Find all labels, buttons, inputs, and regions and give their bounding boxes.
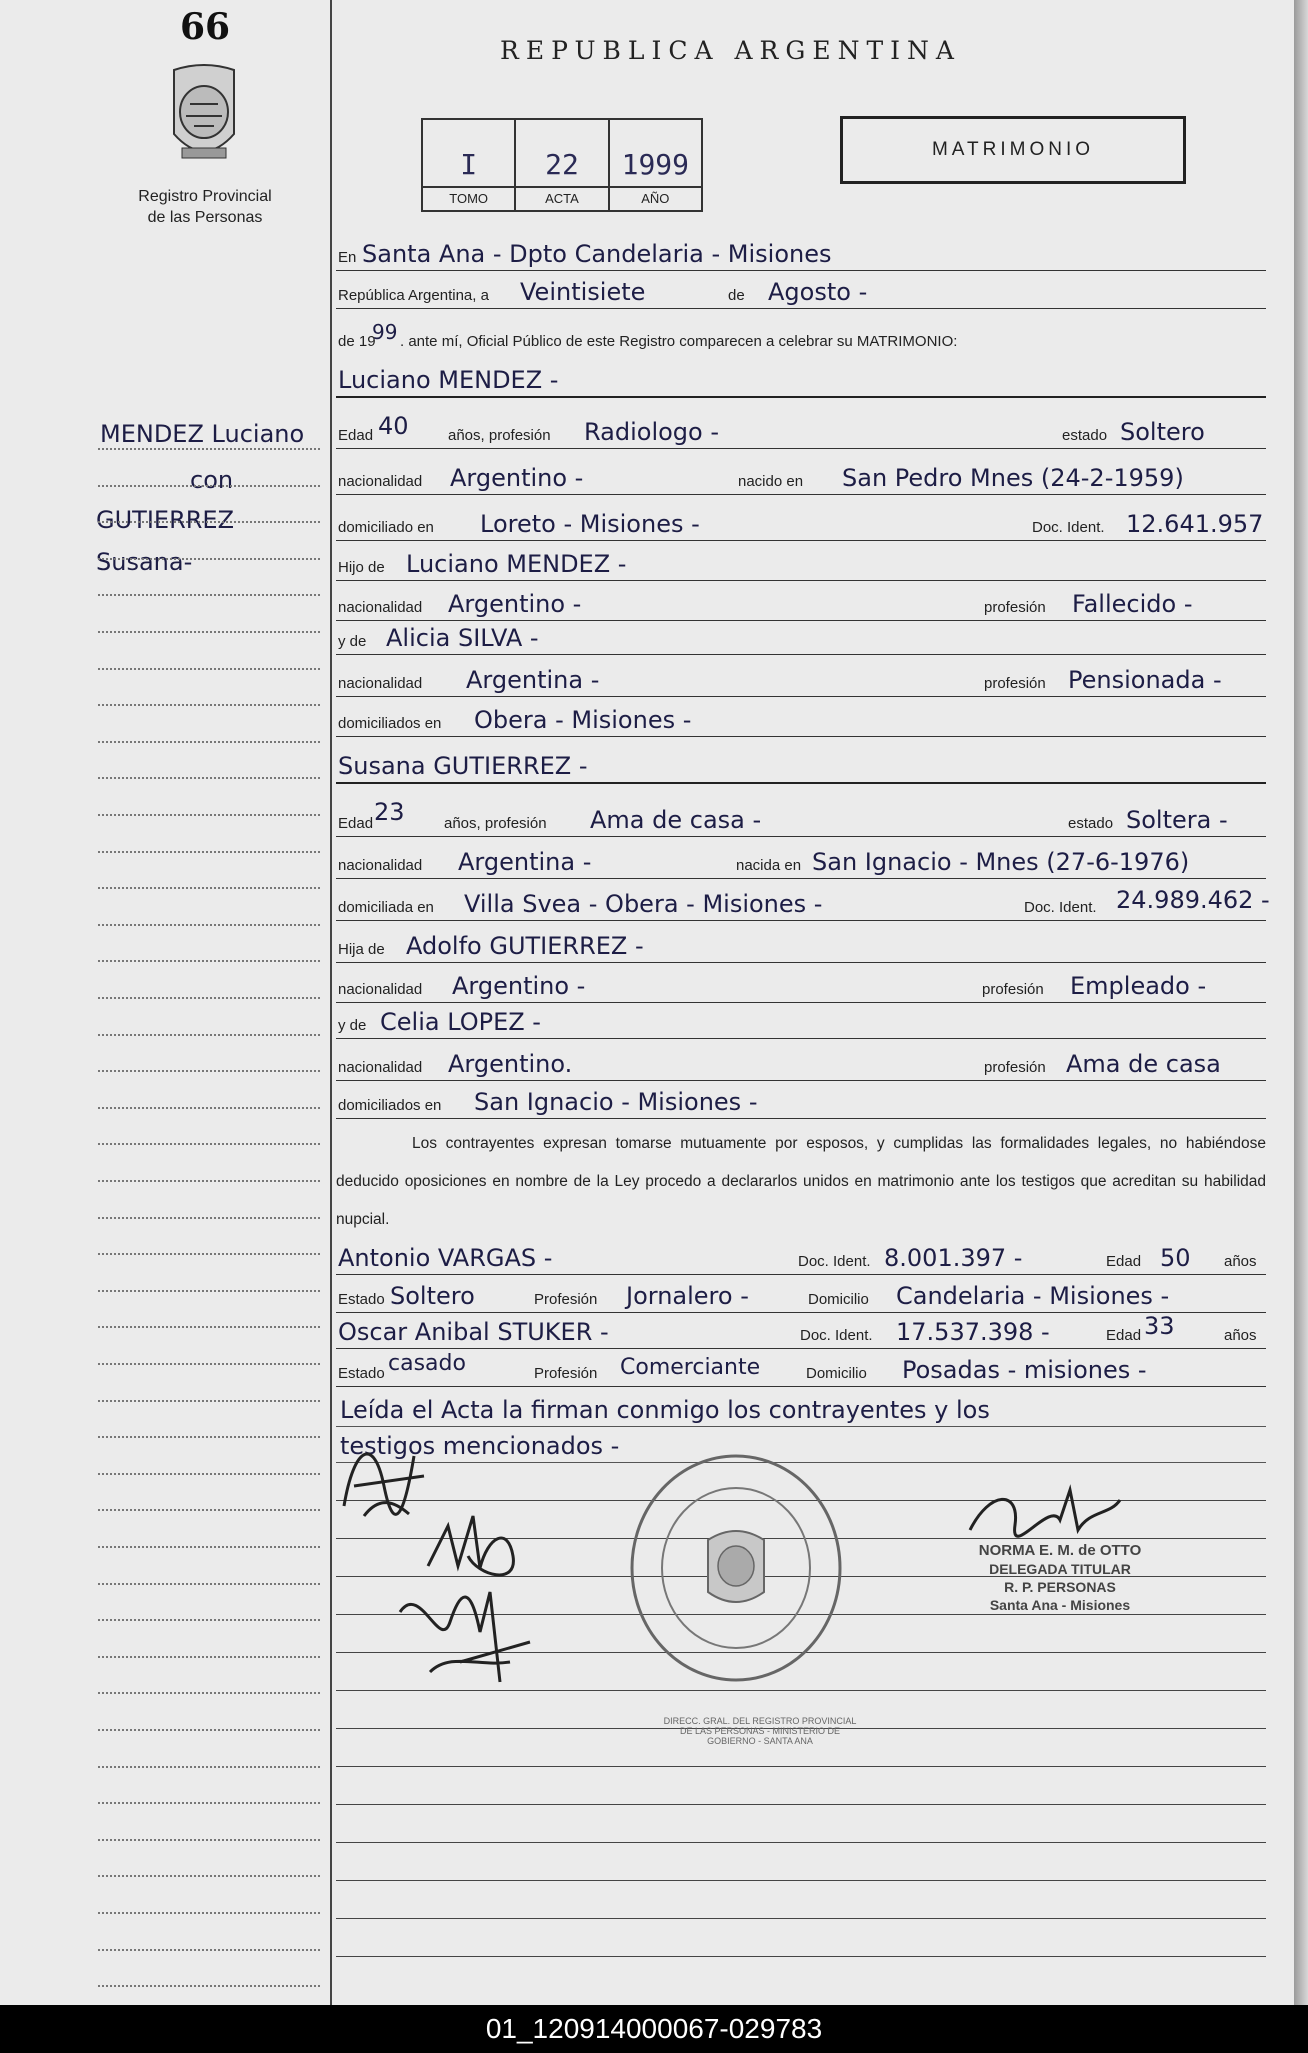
- republica-label: República Argentina, a: [338, 287, 489, 304]
- witness-1-edad-label: Edad: [1106, 1253, 1142, 1270]
- margin-dotted-line: [98, 1583, 320, 1585]
- margin-dotted-line: [98, 1692, 320, 1694]
- closing-text-1: Leída el Acta la firman conmigo los contrayentes y los: [340, 1396, 990, 1424]
- groom-father-profession: Fallecido -: [1072, 590, 1193, 618]
- official-signature-icon: [960, 1480, 1130, 1550]
- blank-ruled-line: [336, 1918, 1266, 1919]
- bride-domicile: Villa Svea - Obera - Misiones -: [464, 890, 823, 918]
- groom-domicilio-label: domiciliado en: [338, 519, 434, 536]
- registry-name: [120, 186, 290, 228]
- groom-father-nat-label: nacionalidad: [338, 599, 423, 616]
- margin-dotted-line: [98, 997, 320, 999]
- margin-dotted-line: [98, 594, 320, 596]
- groom-mother-nationality: Argentina -: [466, 666, 600, 694]
- margin-note-line-3: GUTIERREZ: [96, 506, 235, 534]
- witness-2-domicilio-label: Domicilio: [806, 1365, 867, 1382]
- witness-1-anos-label: años: [1224, 1253, 1257, 1270]
- ante-text: . ante mí, Oficial Público de este Registro comparecen a celebrar su MATRIMONIO:: [400, 333, 958, 350]
- margin-dotted-line: [98, 631, 320, 633]
- row-place: [336, 234, 1266, 271]
- groom-nacionalidad-label: nacionalidad: [338, 473, 423, 490]
- signature-3-icon: [390, 1572, 540, 1692]
- margin-dotted-line: [98, 960, 320, 962]
- bride-profession: Ama de casa -: [590, 806, 762, 834]
- margin-dotted-line: [98, 777, 320, 779]
- margin-dotted-line: [98, 448, 320, 450]
- de-label: de: [728, 287, 745, 304]
- bride-nacionalidad-label: nacionalidad: [338, 857, 423, 874]
- month-value: Agosto -: [768, 278, 868, 306]
- margin-dotted-line: [98, 1107, 320, 1109]
- row-bride-mother-info: [336, 1044, 1266, 1081]
- row-witness-2: [336, 1312, 1266, 1349]
- witness-2-profession: Comerciante: [620, 1355, 761, 1380]
- groom-nacido-label: nacido en: [738, 473, 804, 490]
- bride-name: Susana GUTIERREZ -: [338, 752, 588, 780]
- bride-doc-label: Doc. Ident.: [1024, 899, 1097, 916]
- groom-estado-label: estado: [1062, 427, 1108, 444]
- witness-1-profession: Jornalero -: [626, 1282, 749, 1310]
- acta-label: ACTA: [516, 186, 607, 210]
- margin-dotted-line: [98, 1070, 320, 1072]
- margin-dotted-line: [98, 814, 320, 816]
- declaration-text: Los contrayentes expresan tomarse mutuamente por esposos, y cumplidas las formalidades legales, no habiéndose deducido oposiciones en nombre de la Ley procedo a declararlos unidos en matrimonio ante los testigos que acreditan su habilidad nupcial.: [336, 1135, 1266, 1228]
- groom-mother-nat-label: nacionalidad: [338, 675, 423, 692]
- row-date: [336, 272, 1266, 309]
- margin-dotted-line: [98, 1875, 320, 1877]
- groom-doc-label: Doc. Ident.: [1032, 519, 1105, 536]
- row-witness-1-details: [336, 1276, 1266, 1313]
- margin-dotted-line: [98, 558, 320, 560]
- groom-mother-prof-label: profesión: [984, 675, 1046, 692]
- bride-mother-nat-label: nacionalidad: [338, 1059, 423, 1076]
- bride-father-profession: Empleado -: [1070, 972, 1207, 1000]
- margin-dotted-line: [98, 1949, 320, 1951]
- record-type-box: MATRIMONIO: [840, 116, 1186, 184]
- witness-1-doc: 8.001.397 -: [884, 1244, 1023, 1272]
- margin-dotted-line: [98, 1546, 320, 1548]
- closing-line-1: [336, 1390, 1266, 1427]
- witness-2-name: Oscar Anibal STUKER -: [338, 1318, 609, 1346]
- witness-1-estado-label: Estado: [338, 1291, 385, 1308]
- witness-2-domicile: Posadas - misiones -: [902, 1356, 1147, 1384]
- bride-mother: Celia LOPEZ -: [380, 1008, 541, 1036]
- witness-2-profesion-label: Profesión: [534, 1365, 598, 1382]
- official-name: NORMA E. M. de OTTO: [978, 1542, 1142, 1559]
- blank-ruled-line: [336, 1880, 1266, 1881]
- groom-estado: Soltero: [1120, 418, 1205, 446]
- day-value: Veintisiete: [520, 278, 646, 306]
- margin-dotted-line: [98, 1034, 320, 1036]
- bride-mother-nationality: Argentino.: [448, 1050, 573, 1078]
- row-bride-parents-domicile: [336, 1082, 1266, 1119]
- margin-dotted-line: [98, 851, 320, 853]
- row-bride-age: [336, 800, 1266, 837]
- witness-2-edad-label: Edad: [1106, 1327, 1142, 1344]
- bride-mother-profession: Ama de casa: [1066, 1050, 1221, 1078]
- row-groom-domicile: [336, 504, 1266, 541]
- country-title: REPUBLICA ARGENTINA: [500, 36, 961, 65]
- bride-doc: 24.989.462 -: [1116, 886, 1270, 914]
- row-groom-parents-domicile: [336, 700, 1266, 737]
- margin-dotted-line: [98, 704, 320, 706]
- groom-birthplace: San Pedro Mnes (24-2-1959): [842, 464, 1184, 492]
- bride-nationality: Argentina -: [458, 848, 592, 876]
- registry-stamp-icon: [628, 1452, 844, 1684]
- province-seal-icon: [168, 64, 240, 166]
- bride-y-de-label: y de: [338, 1017, 367, 1034]
- witness-2-anos-label: años: [1224, 1327, 1257, 1344]
- bride-nacida-label: nacida en: [736, 857, 802, 874]
- groom-nationality: Argentino -: [450, 464, 584, 492]
- bride-hija-label: Hija de: [338, 941, 385, 958]
- row-year: [338, 318, 1278, 354]
- margin-dotted-line: [98, 1509, 320, 1511]
- anio-label: AÑO: [610, 186, 701, 210]
- bride-parents-dom-label: domiciliados en: [338, 1097, 442, 1114]
- row-bride-nationality: [336, 842, 1266, 879]
- groom-domicile: Loreto - Misiones -: [480, 510, 700, 538]
- bride-parents-domicile: San Ignacio - Misiones -: [474, 1088, 758, 1116]
- margin-dotted-line: [98, 521, 320, 523]
- margin-dotted-line: [98, 1912, 320, 1914]
- margin-dotted-line: [98, 1802, 320, 1804]
- margin-note-line-1: MENDEZ Luciano: [100, 420, 305, 448]
- groom-father: Luciano MENDEZ -: [406, 550, 627, 578]
- groom-parents-domicile: Obera - Misiones -: [474, 706, 692, 734]
- margin-dotted-line: [98, 485, 320, 487]
- margin-dotted-line: [98, 1619, 320, 1621]
- bride-age: 23: [374, 798, 405, 826]
- row-groom-age: [336, 412, 1266, 449]
- bride-father-nat-label: nacionalidad: [338, 981, 423, 998]
- page-number: 66: [180, 6, 231, 48]
- witness-1-estado: Soltero: [390, 1282, 475, 1310]
- blank-ruled-line: [336, 1842, 1266, 1843]
- witness-2-doc: 17.537.398 -: [896, 1318, 1050, 1346]
- margin-divider: [330, 0, 332, 2005]
- groom-mother-profession: Pensionada -: [1068, 666, 1222, 694]
- record-index-box: [421, 118, 703, 212]
- margin-dotted-line: [98, 1143, 320, 1145]
- groom-age: 40: [378, 412, 409, 440]
- bride-father: Adolfo GUTIERREZ -: [406, 932, 644, 960]
- anio-value: 1999: [621, 148, 690, 181]
- bride-birthplace: San Ignacio - Mnes (27-6-1976): [812, 848, 1190, 876]
- row-groom-mother-info: [336, 660, 1266, 697]
- book-spine: [1294, 0, 1308, 2005]
- witness-1-age: 50: [1160, 1244, 1191, 1272]
- row-bride-mother: [336, 1002, 1266, 1039]
- row-groom-mother: [336, 618, 1266, 655]
- margin-dotted-line: [98, 1656, 320, 1658]
- row-groom-name: [336, 360, 1266, 398]
- official-location: Santa Ana - Misiones: [989, 1597, 1131, 1613]
- witness-2-estado: casado: [388, 1351, 466, 1376]
- witness-1-domicilio-label: Domicilio: [808, 1291, 869, 1308]
- witness-1-doc-label: Doc. Ident.: [798, 1253, 871, 1270]
- blank-ruled-line: [336, 1804, 1266, 1805]
- bride-estado-label: estado: [1068, 815, 1114, 832]
- bride-father-prof-label: profesión: [982, 981, 1044, 998]
- tomo-value: I: [460, 148, 478, 181]
- groom-father-prof-label: profesión: [984, 599, 1046, 616]
- row-bride-father: [336, 926, 1266, 963]
- registry-line-1: Registro Provincial: [138, 188, 272, 205]
- margin-dotted-line: [98, 1729, 320, 1731]
- groom-edad-label: Edad: [338, 427, 374, 444]
- margin-dotted-line: [98, 1436, 320, 1438]
- anio-cell: [608, 120, 701, 210]
- witness-2-estado-label: Estado: [338, 1365, 385, 1382]
- stamp-text: DIRECC. GRAL. DEL REGISTRO PROVINCIAL DE LAS PERSONAS - MINISTERIO DE GOBIERNO - SANTA ANA: [663, 1716, 857, 1746]
- scan-id: 01_120914000067-029783: [0, 2005, 1308, 2053]
- bride-estado: Soltera -: [1126, 806, 1228, 834]
- official-office: R. P. PERSONAS: [1004, 1579, 1116, 1595]
- margin-dotted-line: [98, 1326, 320, 1328]
- margin-dotted-line: [98, 1290, 320, 1292]
- groom-profession: Radiologo -: [584, 418, 719, 446]
- year-prefix-label: de 19: [338, 333, 376, 350]
- margin-dotted-line: [98, 1985, 320, 1987]
- witness-1-name: Antonio VARGAS -: [338, 1244, 553, 1272]
- margin-dotted-line: [98, 1217, 320, 1219]
- groom-y-de-label: y de: [338, 633, 367, 650]
- row-witness-2-details: [336, 1350, 1266, 1387]
- margin-dotted-line: [98, 1766, 320, 1768]
- en-label: En: [338, 249, 357, 266]
- blank-ruled-line: [336, 1956, 1266, 1957]
- margin-dotted-line: [98, 1180, 320, 1182]
- row-groom-father: [336, 544, 1266, 581]
- tomo-cell: [423, 120, 514, 210]
- margin-dotted-line: [98, 1253, 320, 1255]
- official-title: DELEGADA TITULAR: [989, 1561, 1131, 1577]
- year-suffix-value: 99: [372, 320, 398, 344]
- bride-profesion-label: años, profesión: [444, 815, 547, 832]
- registry-line-2: de las Personas: [147, 209, 263, 226]
- margin-dotted-line: [98, 887, 320, 889]
- bride-edad-label: Edad: [338, 815, 374, 832]
- row-groom-nationality: [336, 458, 1266, 495]
- blank-ruled-line: [336, 1766, 1266, 1767]
- groom-parents-dom-label: domiciliados en: [338, 715, 442, 732]
- margin-note-line-4: Susana-: [96, 548, 193, 576]
- margin-dotted-line: [98, 924, 320, 926]
- margin-dotted-line: [98, 1839, 320, 1841]
- row-bride-domicile: [336, 884, 1270, 921]
- groom-mother: Alicia SILVA -: [386, 624, 539, 652]
- acta-value: 22: [545, 148, 579, 181]
- margin-dotted-line: [98, 1400, 320, 1402]
- groom-hijo-label: Hijo de: [338, 559, 385, 576]
- bride-father-nationality: Argentino -: [452, 972, 586, 1000]
- margin-dotted-line: [98, 668, 320, 670]
- acta-cell: [514, 120, 607, 210]
- row-witness-1: [336, 1238, 1266, 1275]
- groom-doc: 12.641.957: [1126, 510, 1264, 538]
- row-bride-father-info: [336, 966, 1266, 1003]
- closing-text-2: testigos mencionados -: [340, 1432, 620, 1460]
- row-groom-father-info: [336, 584, 1266, 621]
- margin-dotted-line: [98, 741, 320, 743]
- witness-1-profesion-label: Profesión: [534, 1291, 598, 1308]
- groom-name: Luciano MENDEZ -: [338, 366, 559, 394]
- groom-father-nationality: Argentino -: [448, 590, 582, 618]
- witness-2-doc-label: Doc. Ident.: [800, 1327, 873, 1344]
- bride-mother-prof-label: profesión: [984, 1059, 1046, 1076]
- official-block: [930, 1542, 1190, 1614]
- margin-dotted-line: [98, 1363, 320, 1365]
- tomo-label: TOMO: [423, 186, 514, 210]
- margin-dotted-line: [98, 1473, 320, 1475]
- margin-note-line-2: con: [190, 466, 234, 494]
- witness-2-age: 33: [1144, 1312, 1175, 1340]
- witness-1-domicile: Candelaria - Misiones -: [896, 1282, 1170, 1310]
- bride-domicilio-label: domiciliada en: [338, 899, 434, 916]
- row-bride-name: [336, 746, 1266, 784]
- groom-profesion-label: años, profesión: [448, 427, 551, 444]
- place-value: Santa Ana - Dpto Candelaria - Misiones: [362, 240, 832, 268]
